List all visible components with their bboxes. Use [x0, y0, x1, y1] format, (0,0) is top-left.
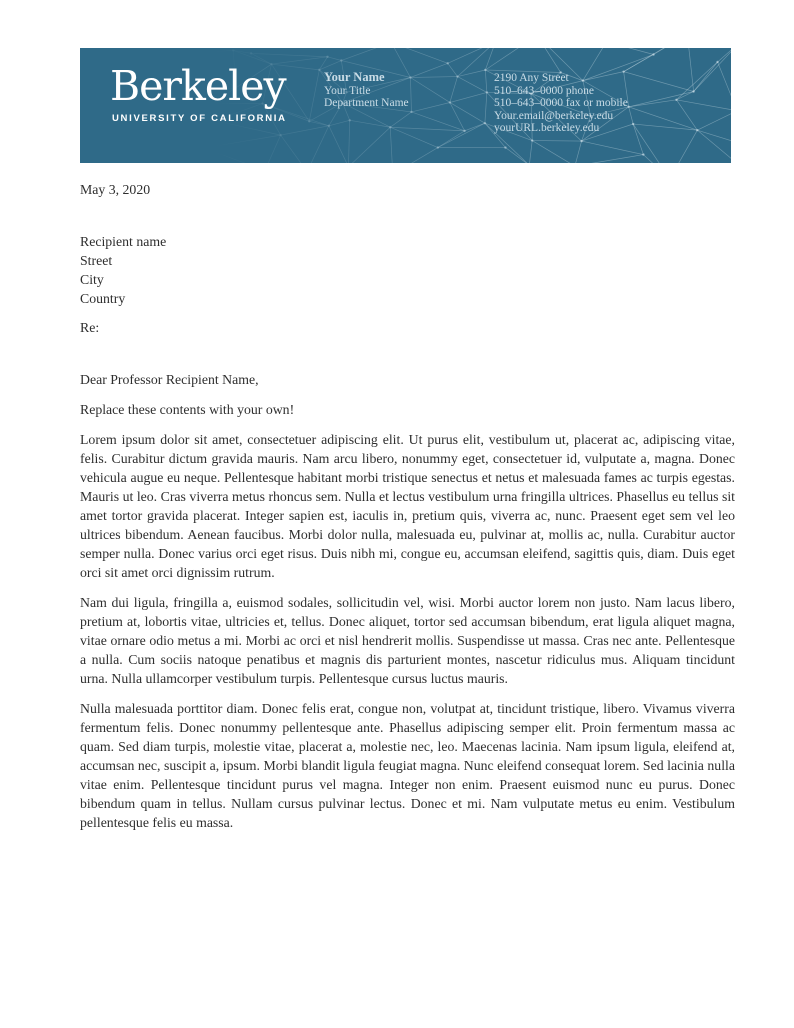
salutation-line: Dear Professor Recipient Name, — [80, 372, 259, 387]
recipient-country: Country — [80, 291, 126, 306]
berkeley-logo — [110, 62, 287, 125]
recipient-block — [80, 232, 735, 308]
letter-date: May 3, 2020 — [80, 182, 151, 197]
contact-url: yourURL.berkeley.edu — [494, 122, 600, 135]
intro-line: Replace these contents with your own! — [80, 402, 295, 417]
contact-phone: 510–643–0000 phone — [494, 84, 594, 97]
recipient-street: Street — [80, 253, 113, 268]
re-line: Re: — [80, 320, 100, 335]
sender-name: Your Name — [324, 70, 385, 84]
letter-body — [80, 163, 735, 832]
sender-title: Your Title — [324, 84, 371, 97]
berkeley-wordmark: Berkeley — [110, 62, 286, 110]
contact-street: 2190 Any Street — [494, 72, 569, 84]
sender-department: Department Name — [324, 97, 409, 110]
berkeley-tagline: UNIVERSITY OF CALIFORNIA — [112, 113, 287, 125]
sender-info-block — [324, 71, 409, 110]
body-paragraph-1: Lorem ipsum dolor sit amet, consectetuer adipiscing elit. Ut purus elit, vestibulum ut, placerat ac, adipiscing vitae, felis. Curabitur dictum gravida mauris. Nam arcu libero, nonummy eget, consectetuer id, vulputate a, magna. Donec vehicula augue eu neque. Pellentesque habitant morbi tristique senectus et netus et malesuada fames ac turpis egestas. Mauris ut leo. Cras viverra metus rhoncus sem. Nulla et lectus vestibulum urna fringilla ultrices. Phasellus eu tellus sit amet tortor gravida placerat. Integer sapien est, iaculis in, pretium quis, viverra ac, nunc. Praesent eget sem vel leo ultrices bibendum. Aenean faucibus. Morbi dolor nulla, malesuada eu, pulvinar at, mollis ac, nulla. Curabitur auctor semper nulla. Donec varius orci eget risus. Duis nibh mi, congue eu, accumsan eleifend, sagittis quis, diam. Duis eget orci sit amet orci dignissim rutrum. — [80, 432, 735, 580]
body-paragraph-2: Nam dui ligula, fringilla a, euismod sodales, sollicitudin vel, wisi. Morbi auctor lorem non justo. Nam lacus libero, pretium at, lobortis vitae, ultricies et, tellus. Donec aliquet, tortor sed accumsan bibendum, erat ligula aliquet magna, vitae ornare odio metus a mi. Morbi ac orci et nisl hendrerit mollis. Suspendisse ut massa. Cras nec ante. Pellentesque a nulla. Cum sociis natoque penatibus et magnis dis parturient montes, nascetur ridiculus mus. Aliquam tincidunt urna. Nulla ullamcorper vestibulum turpis. Pellentesque cursus luctus mauris. — [80, 595, 735, 686]
recipient-name: Recipient name — [80, 234, 167, 249]
body-paragraph-3: Nulla malesuada porttitor diam. Donec felis erat, congue non, volutpat at, tincidunt tristique, libero. Vivamus viverra fermentum felis. Donec nonummy pellentesque ante. Phasellus adipiscing semper elit. Proin fermentum massa ac quam. Sed diam turpis, molestie vitae, placerat a, molestie nec, leo. Maecenas lacinia. Nam ipsum ligula, eleifend at, accumsan nec, suscipit a, ipsum. Morbi blandit ligula feugiat magna. Nunc eleifend consequat lorem. Sed lacinia nulla vitae enim. Pellentesque tincidunt purus vel magna. Integer non enim. Praesent euismod nunc eu purus. Donec bibendum quam in tellus. Nullam cursus pulvinar lectus. Donec et mi. Nam vulputate metus eu enim. Vestibulum pellentesque felis eu massa. — [80, 701, 735, 830]
contact-fax: 510–643–0000 fax or mobile — [494, 97, 628, 110]
contact-email: Your.email@berkeley.edu — [494, 109, 614, 122]
contact-info-block — [494, 72, 628, 135]
letterhead-banner — [80, 48, 731, 163]
recipient-city: City — [80, 272, 104, 287]
